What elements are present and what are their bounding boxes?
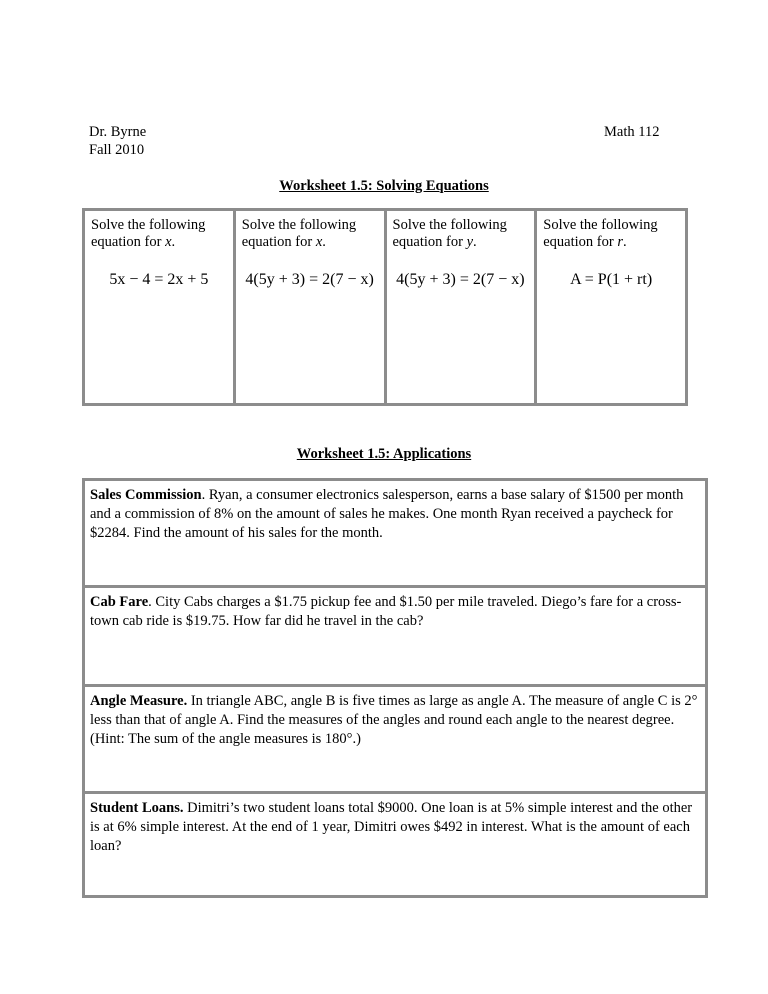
equation-suffix: .: [171, 234, 176, 250]
worksheet-title: Worksheet 1.5: Solving Equations: [279, 178, 489, 194]
equation-prompt: Solve the following equation for: [241, 217, 357, 250]
equation-variable: r: [617, 234, 623, 250]
equation-suffix: .: [322, 234, 326, 250]
problem-angle-measure: [85, 687, 705, 794]
equation-variable: y: [466, 234, 474, 250]
equation-suffix: .: [623, 234, 627, 250]
applications-title: Worksheet 1.5: Applications: [296, 446, 472, 462]
problem-text: Dimitri’s two student loans total $9000. One loan is at 5% simple interest and the other is at 6% simple interest. At the end of 1 year, Dimitri owes $492 in interest. What is the amount of each loan?: [90, 800, 693, 854]
term: Fall 2010: [89, 142, 145, 158]
equation-suffix: .: [473, 234, 477, 250]
equation-prompt: Solve the following equation for: [392, 217, 507, 250]
equation-cell: [537, 211, 685, 403]
equation-cell: [85, 211, 236, 403]
equation-cell: [387, 211, 538, 403]
problem-title: Sales Commission: [90, 487, 202, 503]
equation-prompt: Solve the following equation for: [91, 217, 206, 250]
problem-cab-fare: [85, 588, 705, 687]
problem-student-loans: [85, 794, 705, 895]
instructor-name: Dr. Byrne: [89, 124, 147, 140]
equation: 4(5y + 3) = 2(7 − x): [396, 271, 525, 288]
problem-title-punct: .: [201, 487, 206, 503]
equation: 5x − 4 = 2x + 5: [109, 271, 209, 288]
equation-variable: x: [315, 234, 323, 250]
problem-text: City Cabs charges a $1.75 pickup fee and $1.50 per mile traveled. Diego’s fare for a cross-town cab ride is $19.75. How far did he travel in the cab?: [90, 594, 682, 629]
equation: 4(5y + 3) = 2(7 − x): [245, 271, 374, 288]
equation-variable: x: [165, 234, 172, 250]
equation: A = P(1 + rt): [570, 271, 653, 288]
problem-title: Cab Fare: [90, 594, 149, 610]
equations-table: [82, 208, 688, 406]
problem-title-punct: .: [148, 594, 152, 610]
problem-text: Ryan, a consumer electronics salesperson, earns a base salary of $1500 per month and a commission of 8% on the amount of sales he makes. One month Ryan received a paycheck for $2284. Find the amount of his sales for the month.: [90, 487, 684, 541]
course-name: Math 112: [604, 124, 660, 140]
problem-title: Angle Measure.: [90, 693, 188, 709]
equation-cell: [236, 211, 387, 403]
problem-sales-commission: [85, 481, 705, 588]
problem-title: Student Loans.: [90, 800, 184, 816]
problem-text: In triangle ABC, angle B is five times as large as angle A. The measure of angle C is 2° less than that of angle A. Find the measures of the angles and round each angle to the nearest degree. (Hint: The sum of the angle measures is 180°.): [90, 693, 698, 747]
equation-prompt: Solve the following equation for: [543, 217, 658, 250]
applications-table: [82, 478, 708, 898]
